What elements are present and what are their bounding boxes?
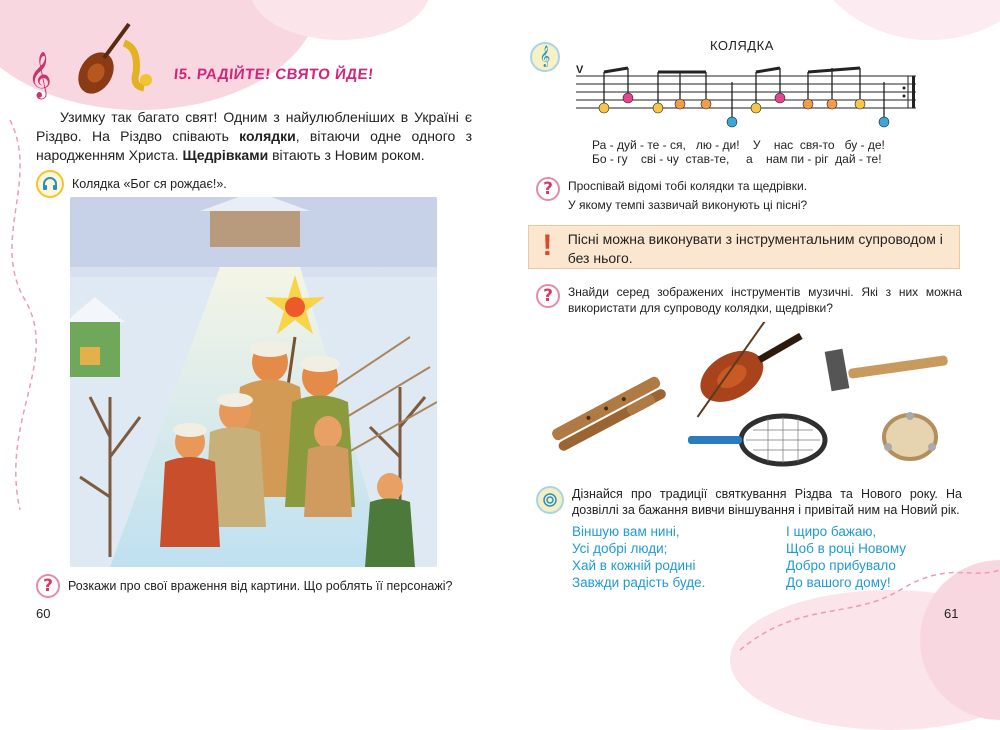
intro-text: вітають з Новим роком.	[268, 147, 425, 163]
intro-bold-term: колядки	[239, 128, 296, 144]
lyrics-line: Ра - дуй - те - ся, лю - ди! У нас свя-то бу - де!	[592, 138, 885, 152]
tambourine-image	[884, 412, 936, 459]
question-text: Знайди серед зображених інструментів музичні. Які з них можна використати для супроводу колядки, щедрівки?	[568, 285, 962, 315]
poem-line: До вашого дому!	[786, 575, 891, 590]
question-icon: ?	[536, 177, 560, 201]
song-title: КОЛЯДКА	[710, 38, 774, 53]
listen-label: Колядка «Бог ся рождає!».	[72, 177, 227, 191]
hammer-image	[825, 349, 949, 392]
intro-paragraph	[36, 108, 472, 165]
svg-text:V: V	[576, 64, 584, 76]
poem-line: Хай в кожній родині	[572, 558, 696, 573]
poem-right	[786, 523, 906, 591]
instruments-question[interactable]	[536, 284, 962, 316]
violin-image	[669, 322, 813, 420]
left-page	[0, 0, 500, 657]
sing-question[interactable]	[536, 177, 807, 215]
spiral-icon	[536, 486, 564, 514]
question-icon: ?	[536, 284, 560, 308]
poem-line: Щоб в році Новому	[786, 541, 907, 556]
music-staff	[572, 64, 922, 132]
intro-text: , вітаючи одне одного з народженням Христа.	[36, 128, 472, 163]
svg-text:𝄞: 𝄞	[28, 52, 52, 98]
page-number: 60	[36, 606, 51, 621]
poem-left	[572, 523, 705, 591]
question-text: Проспівай відомі тобі колядки та щедрівки.	[568, 179, 808, 193]
racket-image	[688, 416, 825, 464]
intro-bold-term: Щедрівками	[182, 147, 269, 163]
note-text: Пісні можна виконувати з інструментальним супроводом і без нього.	[567, 231, 943, 266]
exclamation-icon: !	[542, 229, 553, 262]
page-number: 61	[944, 606, 959, 621]
instruments-illustration	[548, 322, 968, 482]
flute-image	[550, 375, 667, 453]
listen-task[interactable]	[36, 170, 227, 198]
note-box	[528, 225, 960, 269]
learn-text: Дізнайся про традиції святкування Різдва та Нового року. На дозвіллі за бажання вивчи віншування і привітай ним на Новий рік.	[572, 487, 962, 517]
poem-line: І щиро бажаю,	[786, 524, 877, 539]
lesson-title: І5. РАДІЙТЕ! СВЯТО ЙДЕ!	[173, 66, 375, 83]
right-page	[500, 0, 1000, 657]
lyrics-line: Бо - гу сві - чу став-те, а нам пи - ріг дай - те!	[592, 152, 882, 166]
poem-line: Завжди радість буде.	[572, 575, 706, 590]
carol-painting	[70, 197, 437, 567]
treble-clef-icon: 𝄞	[530, 42, 560, 72]
intro-text: Узимку так багато свят! Одним з найулюбленіших в Україні є Різдво. На Різдво співають	[36, 109, 472, 144]
poem-line: Добро прибувало	[786, 558, 896, 573]
painting-question[interactable]	[36, 574, 452, 598]
song-lyrics	[592, 138, 885, 166]
poem-line: Усі добрі люди;	[572, 541, 668, 556]
violin-sax-icon	[24, 18, 154, 100]
question-text: У якому темпі зазвичай виконують ці пісні?	[568, 198, 808, 212]
learn-task[interactable]	[536, 486, 962, 518]
question-icon: ?	[36, 574, 60, 598]
pink-decoration	[800, 0, 1000, 40]
headphones-icon	[36, 170, 64, 198]
question-text: Розкажи про свої враження від картини. Що роблять її персонажі?	[68, 579, 453, 593]
poem-line: Віншую вам нині,	[572, 524, 680, 539]
dashed-swirl	[0, 120, 40, 520]
